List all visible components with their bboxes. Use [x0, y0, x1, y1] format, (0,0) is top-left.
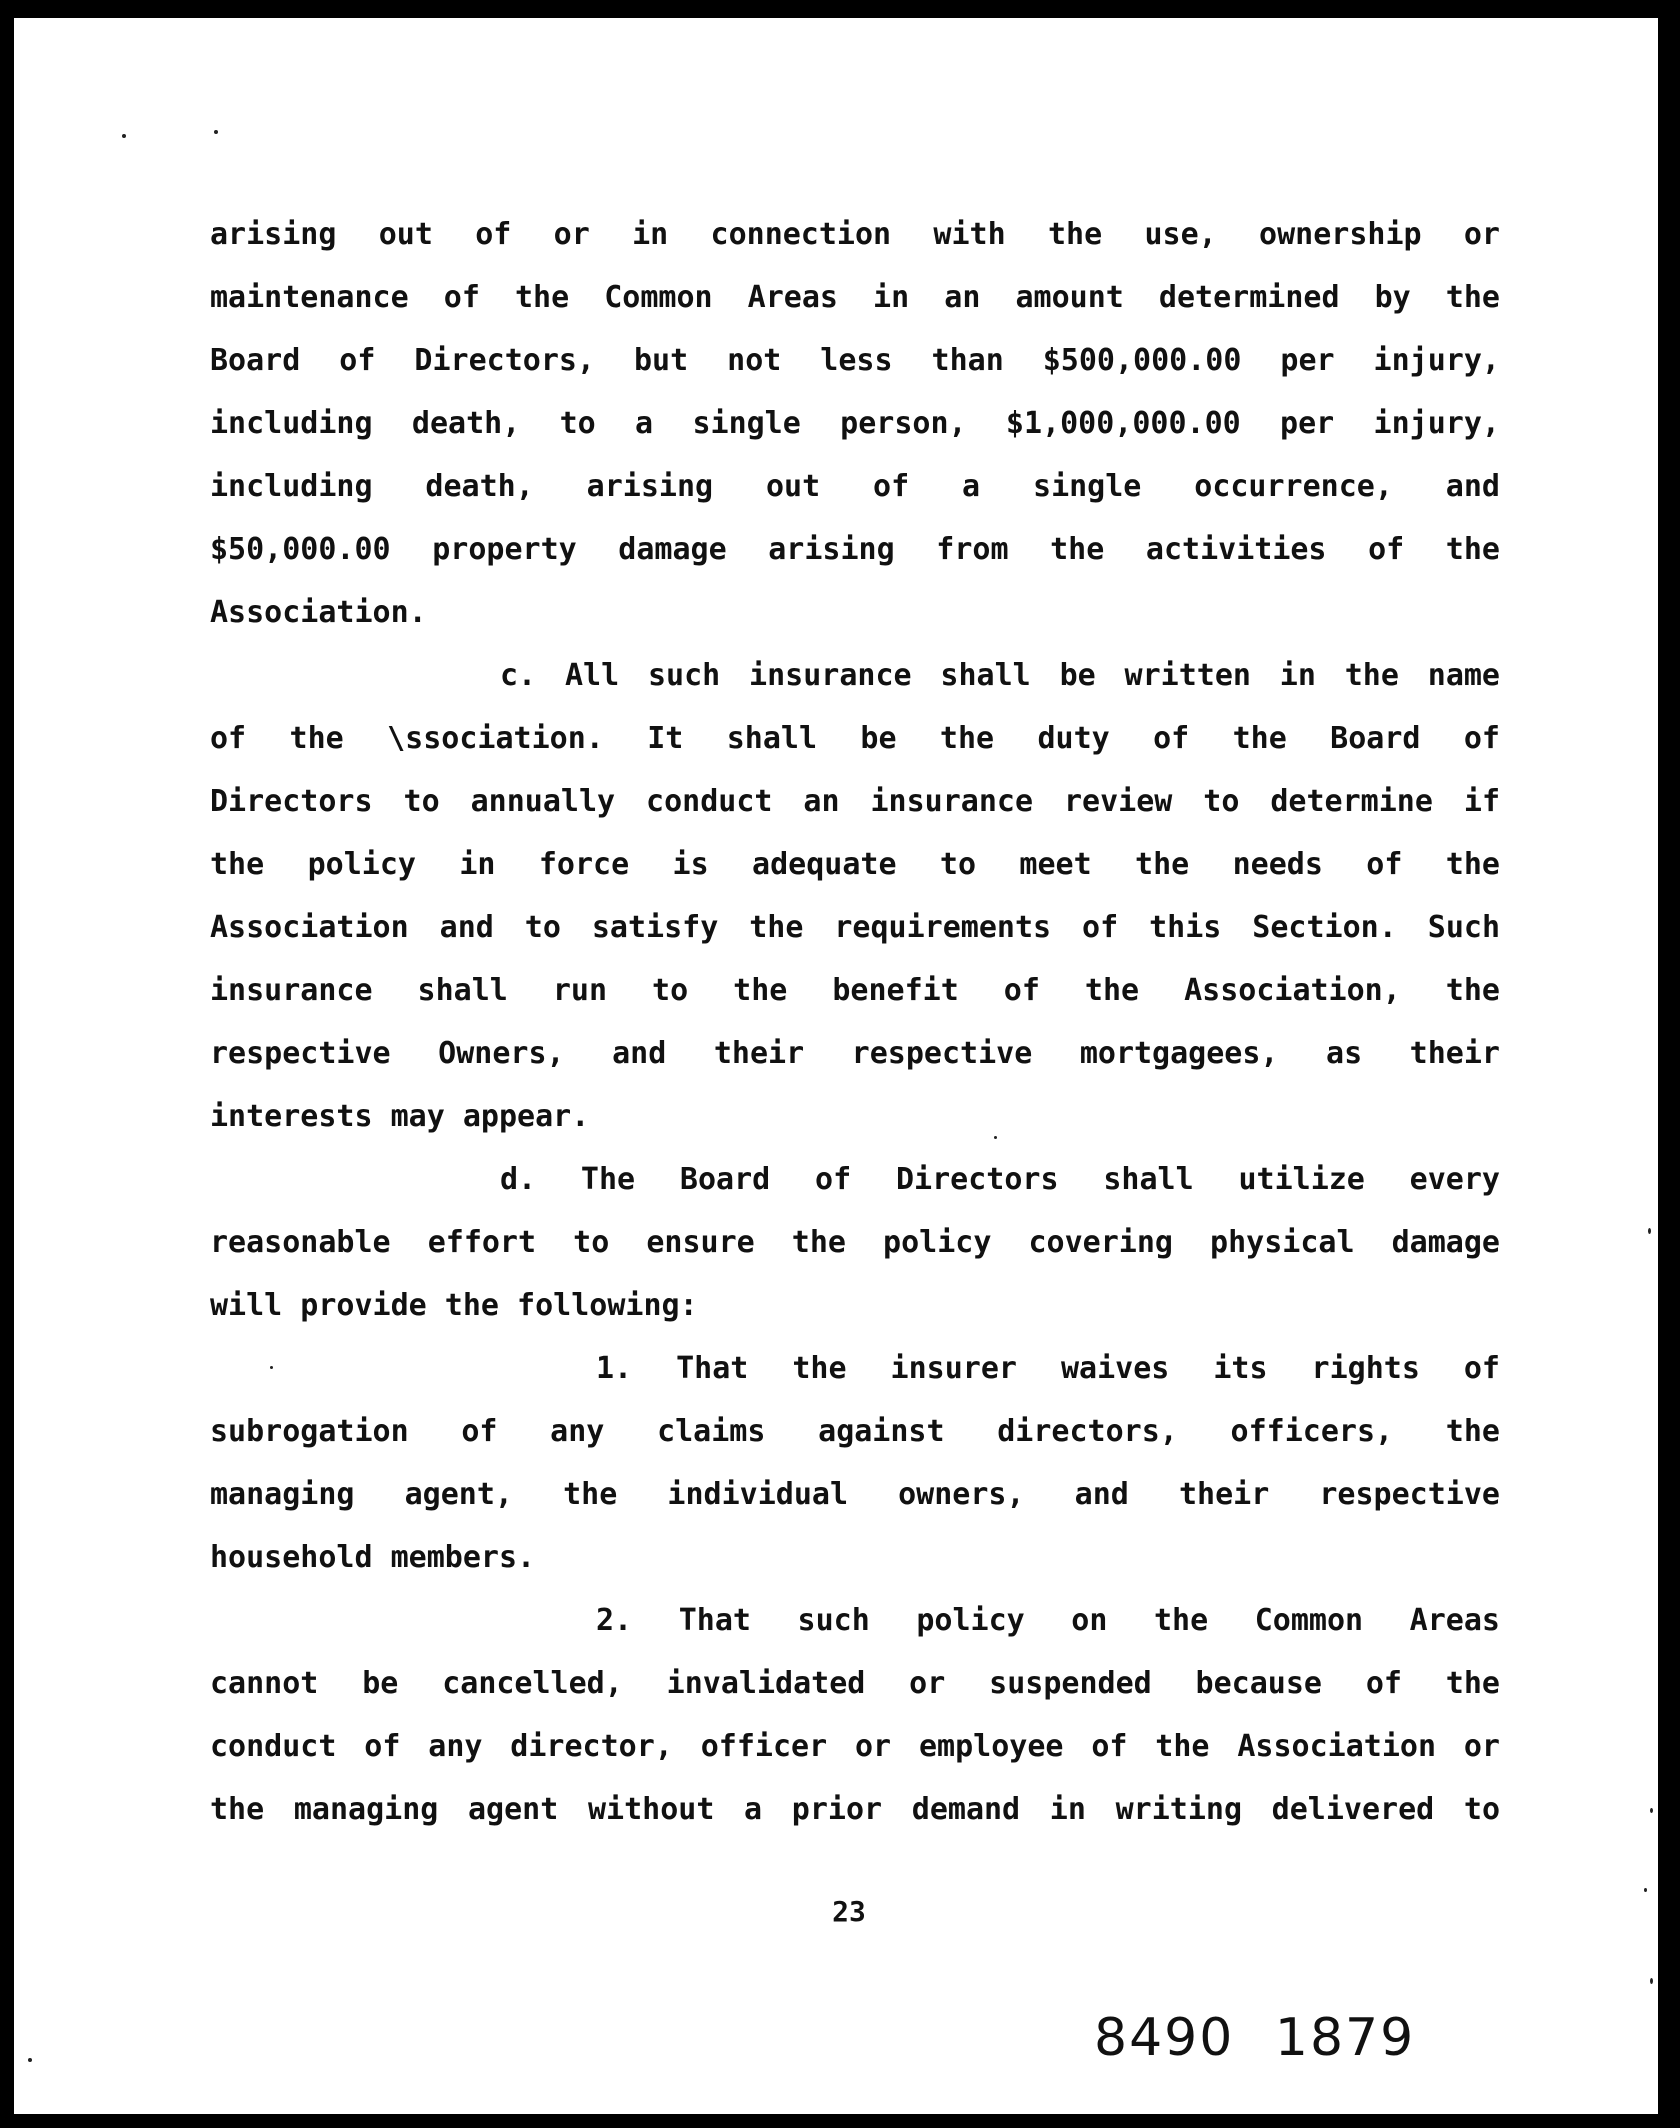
document-stamp-number: 8490 1879 [1094, 2008, 1416, 2068]
scan-speck [1648, 1228, 1651, 1234]
scan-speck [1650, 1808, 1653, 1813]
paragraph-c-start: c. All such insurance shall be written in the name [500, 658, 1500, 693]
text-line: Association and to satisfy the requirements of this Section. Such [210, 910, 1500, 945]
text-line: $50,000.00 property damage arising from the activities of the [210, 532, 1500, 567]
scan-speck [122, 134, 126, 138]
text-line: Directors to annually conduct an insurance review to determine if [210, 784, 1500, 819]
text-line: household members. [210, 1540, 536, 1575]
page-number: 23 [832, 1895, 866, 1928]
text-line: will provide the following: [210, 1288, 698, 1323]
text-line: interests may appear. [210, 1099, 590, 1134]
scan-speck [214, 130, 218, 134]
item-2-start: 2. That such policy on the Common Areas [596, 1603, 1500, 1638]
scan-speck [28, 2058, 32, 2062]
item-1-start: 1. That the insurer waives its rights of [596, 1351, 1500, 1386]
text-line: Association. [210, 595, 427, 630]
text-line: Board of Directors, but not less than $500,000.00 per injury, [210, 343, 1500, 378]
text-line: including death, arising out of a single occurrence, and [210, 469, 1500, 504]
text-line: maintenance of the Common Areas in an amount determined by the [210, 280, 1500, 315]
text-line: conduct of any director, officer or employee of the Association or [210, 1729, 1500, 1764]
text-line: of the \ssociation. It shall be the duty of the Board of [210, 721, 1500, 756]
scan-speck [1650, 1978, 1653, 1984]
text-line: managing agent, the individual owners, and their respective [210, 1477, 1500, 1512]
text-line: reasonable effort to ensure the policy covering physical damage [210, 1225, 1500, 1260]
paragraph-d-start: d. The Board of Directors shall utilize every [500, 1162, 1500, 1197]
text-line: the policy in force is adequate to meet the needs of the [210, 847, 1500, 882]
text-line: respective Owners, and their respective mortgagees, as their [210, 1036, 1500, 1071]
text-line: arising out of or in connection with the use, ownership or [210, 217, 1500, 252]
document-page [14, 18, 1658, 2114]
scan-speck [270, 1366, 273, 1369]
text-line: the managing agent without a prior demand in writing delivered to [210, 1792, 1500, 1827]
text-line: cannot be cancelled, invalidated or suspended because of the [210, 1666, 1500, 1701]
text-line: insurance shall run to the benefit of the Association, the [210, 973, 1500, 1008]
text-line: including death, to a single person, $1,000,000.00 per injury, [210, 406, 1500, 441]
scan-speck [1644, 1888, 1647, 1892]
text-line: subrogation of any claims against directors, officers, the [210, 1414, 1500, 1449]
scan-speck [994, 1136, 997, 1139]
